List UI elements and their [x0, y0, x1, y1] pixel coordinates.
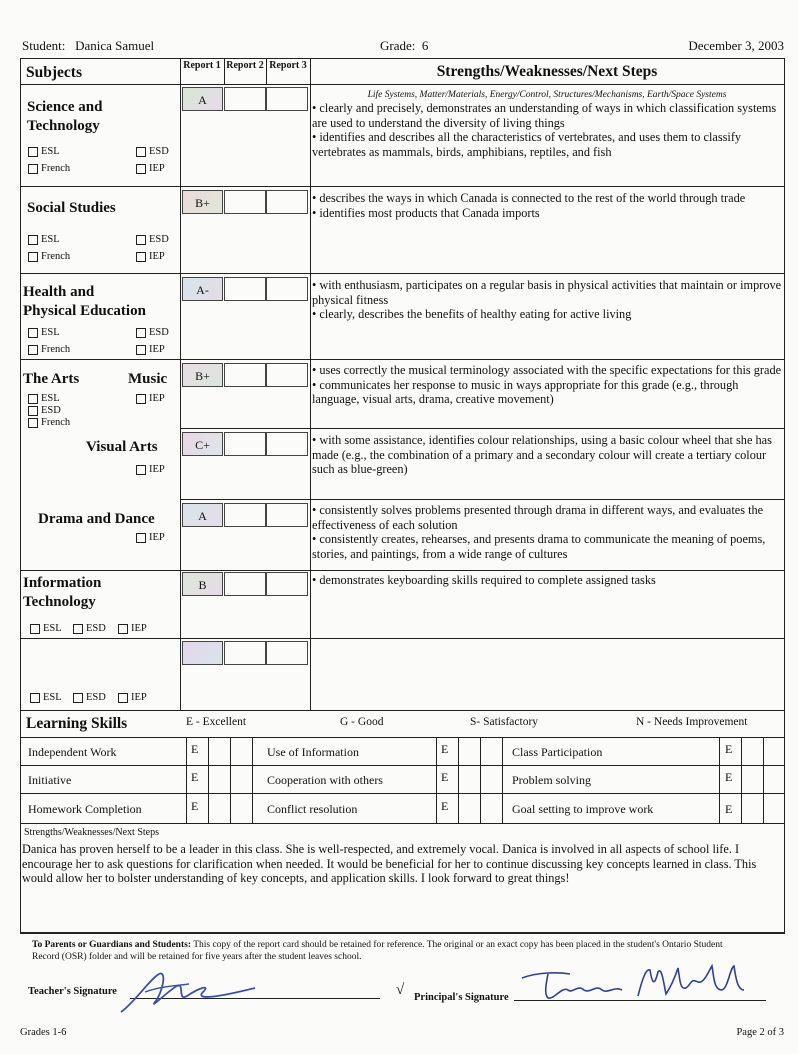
ls-line [436, 737, 437, 823]
info-name-line2: Technology [23, 594, 96, 610]
checkbox-box[interactable] [136, 328, 146, 338]
science-strands: Life Systems, Matter/Materials, Energy/Control, Structures/Mechanisms, Earth/Space Systems [367, 90, 727, 100]
health-esl-checkbox[interactable] [28, 327, 60, 338]
ls-line [252, 737, 253, 823]
checkbox-box[interactable] [28, 235, 38, 245]
health-report2-cell [224, 277, 266, 301]
social-report1-grade: B+ [182, 190, 223, 214]
health-name-line2: Physical Education [23, 303, 146, 319]
checkbox-label: ESD [86, 692, 106, 703]
info-esl-checkbox[interactable] [30, 623, 62, 634]
info-iep-checkbox[interactable] [118, 623, 147, 634]
comment-line: • with enthusiasm, participates on a regular basis in physical activities that maintain or improve physical fitness [312, 278, 782, 307]
parents-note-text: This copy of the report card should be retained for reference. The original or an exact copy has been placed in the student's Ontario Student Record (OSR) folder and will be retained for five years after the student leaves school. [32, 940, 723, 962]
row-line [20, 710, 785, 711]
checkbox-box[interactable] [73, 693, 83, 703]
row-line [180, 428, 785, 429]
ls-line [763, 737, 764, 823]
health-iep-checkbox[interactable] [136, 344, 165, 355]
legend-needs-improvement: N - Needs Improvement [636, 716, 748, 728]
checkbox-box[interactable] [136, 533, 146, 543]
student-label: Student: [22, 38, 66, 53]
social-subject: Social Studies [27, 200, 116, 216]
checkbox-box[interactable] [136, 235, 146, 245]
ls-skill-label: Cooperation with others [267, 773, 383, 787]
checkbox-label: ESL [41, 234, 60, 245]
checkbox-label: ESD [41, 405, 61, 416]
checkbox-label: French [41, 344, 71, 355]
ls-rating: E [191, 799, 199, 813]
comment-line: • communicates her response to music in ways appropriate for this grade (e.g., through language, visual arts, drama, creative movement) [312, 377, 739, 406]
info-report2-cell [224, 572, 266, 596]
checkbox-label: IEP [131, 692, 147, 703]
music-esl-checkbox[interactable] [28, 393, 60, 404]
checkbox-box[interactable] [136, 394, 146, 404]
checkbox-box[interactable] [28, 164, 38, 174]
health-report3-cell [266, 277, 308, 301]
music-iep-checkbox[interactable] [136, 393, 165, 404]
extra-report2-cell [224, 641, 266, 665]
ls-skill-label: Independent Work [28, 745, 117, 759]
checkbox-label: French [41, 417, 71, 428]
checkbox-label: IEP [149, 464, 165, 475]
ls-line [186, 737, 187, 823]
row-line [20, 359, 785, 360]
extra-esl-checkbox[interactable] [30, 692, 62, 703]
ls-line [208, 737, 209, 823]
ls-line [458, 737, 459, 823]
checkbox-label: ESL [41, 393, 60, 404]
ls-rating: E [441, 770, 449, 784]
comment-line: • identifies most products that Canada imports [312, 205, 540, 220]
info-esd-checkbox[interactable] [73, 623, 106, 634]
row-line [20, 273, 785, 274]
checkbox-box[interactable] [73, 624, 83, 634]
health-subject [23, 283, 146, 321]
ls-rating: E [441, 799, 449, 813]
music-french-checkbox[interactable] [28, 417, 70, 428]
ls-skill-label: Class Participation [512, 745, 603, 759]
health-comments [312, 278, 782, 322]
comment-line: • uses correctly the musical terminology associated with the specific expectations for this grade [312, 363, 782, 377]
info-report1-grade: B [182, 572, 223, 596]
music-report3-cell [266, 363, 308, 387]
drama-report1-grade: A [182, 503, 223, 527]
legend-excellent: E - Excellent [186, 716, 247, 728]
checkbox-box[interactable] [28, 394, 38, 404]
ls-line [20, 823, 785, 824]
ls-rating: E [191, 742, 199, 756]
comment-line: • describes the ways in which Canada is connected to the rest of the world through trade [312, 191, 746, 205]
row-line [20, 638, 785, 639]
ls-line [741, 737, 742, 823]
ls-rating: E [191, 770, 199, 784]
checkbox-label: French [41, 251, 71, 262]
general-comment-text: Danica has proven herself to be a leader in this class. She is well-respected, and extremely vocal. Danica is involved in all aspects of school life. I encourage her to ask questions for clarification when needed. It would be beneficial for her to continue discussing key concepts learned in class. This would allow her to bolster understanding of key concepts, and application skills. I look forward to great things! [22, 842, 757, 885]
ls-line [20, 793, 785, 794]
visual-comments [312, 433, 782, 477]
visual-report2-cell [224, 432, 266, 456]
checkbox-label: ESL [43, 623, 62, 634]
science-iep-checkbox[interactable] [136, 163, 165, 174]
info-name-line1: Information [23, 575, 102, 591]
visual-report3-cell [266, 432, 308, 456]
extra-report1-cell [182, 641, 223, 665]
ls-line [480, 737, 481, 823]
ls-rating: E [441, 742, 449, 756]
checkbox-box[interactable] [28, 252, 38, 262]
checkbox-label: ESD [149, 327, 169, 338]
checkbox-label: IEP [131, 623, 147, 634]
science-french-checkbox[interactable] [28, 163, 70, 174]
science-comments [312, 89, 782, 159]
student-name: Danica Samuel [75, 38, 155, 53]
ls-line [502, 737, 503, 823]
checkbox-box[interactable] [30, 693, 40, 703]
comment-line: • with some assistance, identifies colour relationships, using a basic colour wheel that she has made (e.g., the combination of a primary and a secondary colour will create a tertiary colour such as blue-green) [312, 433, 772, 476]
checkbox-box[interactable] [28, 406, 38, 416]
music-esd-checkbox[interactable] [28, 405, 61, 416]
checkbox-box[interactable] [28, 345, 38, 355]
teacher-signature-icon [115, 962, 265, 1022]
checkbox-box[interactable] [30, 624, 40, 634]
ls-line [20, 765, 785, 766]
checkbox-box[interactable] [28, 147, 38, 157]
comment-line: • clearly and precisely, demonstrates an understanding of ways in which classification systems are used to understand the diversity of living things [312, 101, 777, 130]
social-esd-checkbox[interactable] [136, 234, 169, 245]
subjects-heading: Subjects [26, 64, 82, 81]
extra-esd-checkbox[interactable] [73, 692, 106, 703]
student-field [22, 38, 154, 54]
checkbox-box[interactable] [136, 252, 146, 262]
strengths-heading: Strengths/Weaknesses/Next Steps [436, 63, 658, 80]
row-line [20, 186, 785, 187]
science-name-line2: Technology [27, 118, 100, 134]
music-report2-cell [224, 363, 266, 387]
row-line [20, 84, 785, 85]
info-comments [312, 573, 782, 588]
info-tech-subject [23, 574, 101, 612]
checkbox-label: ESL [43, 692, 62, 703]
science-report2-cell [224, 87, 266, 111]
checkbox-box[interactable] [136, 147, 146, 157]
checkbox-label: ESD [86, 623, 106, 634]
social-report3-cell [266, 190, 308, 214]
checkbox-box[interactable] [136, 465, 146, 475]
health-esd-checkbox[interactable] [136, 327, 169, 338]
health-french-checkbox[interactable] [28, 344, 70, 355]
row-line [20, 570, 785, 571]
checkbox-box[interactable] [136, 345, 146, 355]
section-line [20, 933, 785, 934]
footer-grades: Grades 1-6 [20, 1027, 67, 1038]
checkbox-label: ESL [41, 146, 60, 157]
comment-line: • consistently creates, rehearses, and presents drama to communicate the meaning of poems, stories, and paintings, from a wide range of cultures [312, 532, 766, 561]
learning-skills-title: Learning Skills [26, 715, 128, 732]
grade-field [380, 38, 428, 54]
drama-report3-cell [266, 503, 308, 527]
comment-line: • identifies and describes all the characteristics of vertebrates, and uses them to classify vertebrates as mammals, birds, amphibians, reptiles, and fish [312, 130, 742, 159]
principal-signature-label: Principal's Signature [414, 992, 509, 1003]
row-line [180, 499, 785, 500]
checkbox-label: ESD [149, 146, 169, 157]
ls-skill-label: Homework Completion [28, 802, 142, 816]
report-date: December 3, 2003 [688, 38, 784, 53]
drama-iep-checkbox[interactable] [136, 532, 165, 543]
checkbox-label: ESD [149, 234, 169, 245]
social-iep-checkbox[interactable] [136, 251, 165, 262]
music-report1-grade: B+ [182, 363, 223, 387]
teacher-signature-label: Teacher's Signature [28, 986, 117, 997]
science-report1-grade: A [182, 87, 223, 111]
parents-note-lead: To Parents or Guardians and Students: [32, 940, 191, 950]
science-name-line1: Science and [27, 99, 103, 115]
drama-subject: Drama and Dance [38, 511, 155, 527]
ls-line [719, 737, 720, 823]
ls-line [230, 737, 231, 823]
social-french-checkbox[interactable] [28, 251, 70, 262]
principal-signature-icon [518, 960, 748, 1004]
science-report3-cell [266, 87, 308, 111]
extra-report3-cell [266, 641, 308, 665]
science-subject [27, 98, 102, 136]
general-comment-label: Strengths/Weaknesses/Next Steps [24, 827, 160, 838]
drama-report2-cell [224, 503, 266, 527]
health-report1-grade: A- [182, 277, 223, 301]
report3-heading: Report 3 [269, 60, 307, 71]
comment-line: • demonstrates keyboarding skills required to complete assigned tasks [312, 573, 656, 587]
grid-line [180, 58, 181, 710]
ls-line [20, 737, 785, 738]
ls-rating: E [725, 802, 733, 816]
checkbox-label: IEP [149, 344, 165, 355]
checkbox-label: IEP [149, 532, 165, 543]
ls-rating: E [725, 742, 733, 756]
ls-skill-label: Problem solving [512, 773, 592, 787]
legend-good: G - Good [340, 716, 384, 728]
report1-heading: Report 1 [183, 60, 221, 71]
footer-page-number: Page 2 of 3 [736, 1027, 784, 1038]
comment-line: • consistently solves problems presented through drama in different ways, and evaluates the effectiveness of each solution [312, 503, 764, 532]
grade-value: 6 [421, 38, 429, 53]
extra-iep-checkbox[interactable] [118, 692, 147, 703]
check-mark: √ [396, 982, 405, 998]
ls-skill-label: Initiative [28, 773, 72, 787]
science-esd-checkbox[interactable] [136, 146, 169, 157]
music-comments [312, 363, 782, 407]
ls-skill-label: Conflict resolution [267, 802, 358, 816]
info-report3-cell [266, 572, 308, 596]
grid-line [310, 58, 311, 710]
science-esl-checkbox[interactable] [28, 146, 60, 157]
checkbox-box[interactable] [118, 624, 128, 634]
grade-label: Grade: [380, 38, 416, 53]
drama-comments [312, 503, 782, 561]
arts-heading: The Arts [23, 371, 80, 387]
checkbox-label: IEP [149, 251, 165, 262]
social-comments [312, 191, 782, 220]
checkbox-box[interactable] [118, 693, 128, 703]
checkbox-label: IEP [149, 163, 165, 174]
social-esl-checkbox[interactable] [28, 234, 60, 245]
ls-skill-label: Goal setting to improve work [512, 802, 654, 816]
checkbox-label: IEP [149, 393, 165, 404]
checkbox-box[interactable] [28, 328, 38, 338]
checkbox-label: ESL [41, 327, 60, 338]
ls-rating: E [725, 770, 733, 784]
music-subject: Music [128, 371, 168, 387]
comment-line: • clearly, describes the benefits of healthy eating for active living [312, 307, 632, 321]
visual-iep-checkbox[interactable] [136, 464, 165, 475]
ls-skill-label: Use of Information [267, 745, 359, 759]
social-report2-cell [224, 190, 266, 214]
checkbox-box[interactable] [28, 418, 38, 428]
grid-line [266, 58, 267, 84]
checkbox-label: French [41, 163, 71, 174]
legend-satisfactory: S- Satisfactory [470, 716, 539, 728]
health-name-line1: Health and [23, 284, 95, 300]
checkbox-box[interactable] [136, 164, 146, 174]
visual-report1-grade: C+ [182, 432, 223, 456]
visual-arts-subject: Visual Arts [86, 439, 158, 455]
report2-heading: Report 2 [226, 60, 264, 71]
